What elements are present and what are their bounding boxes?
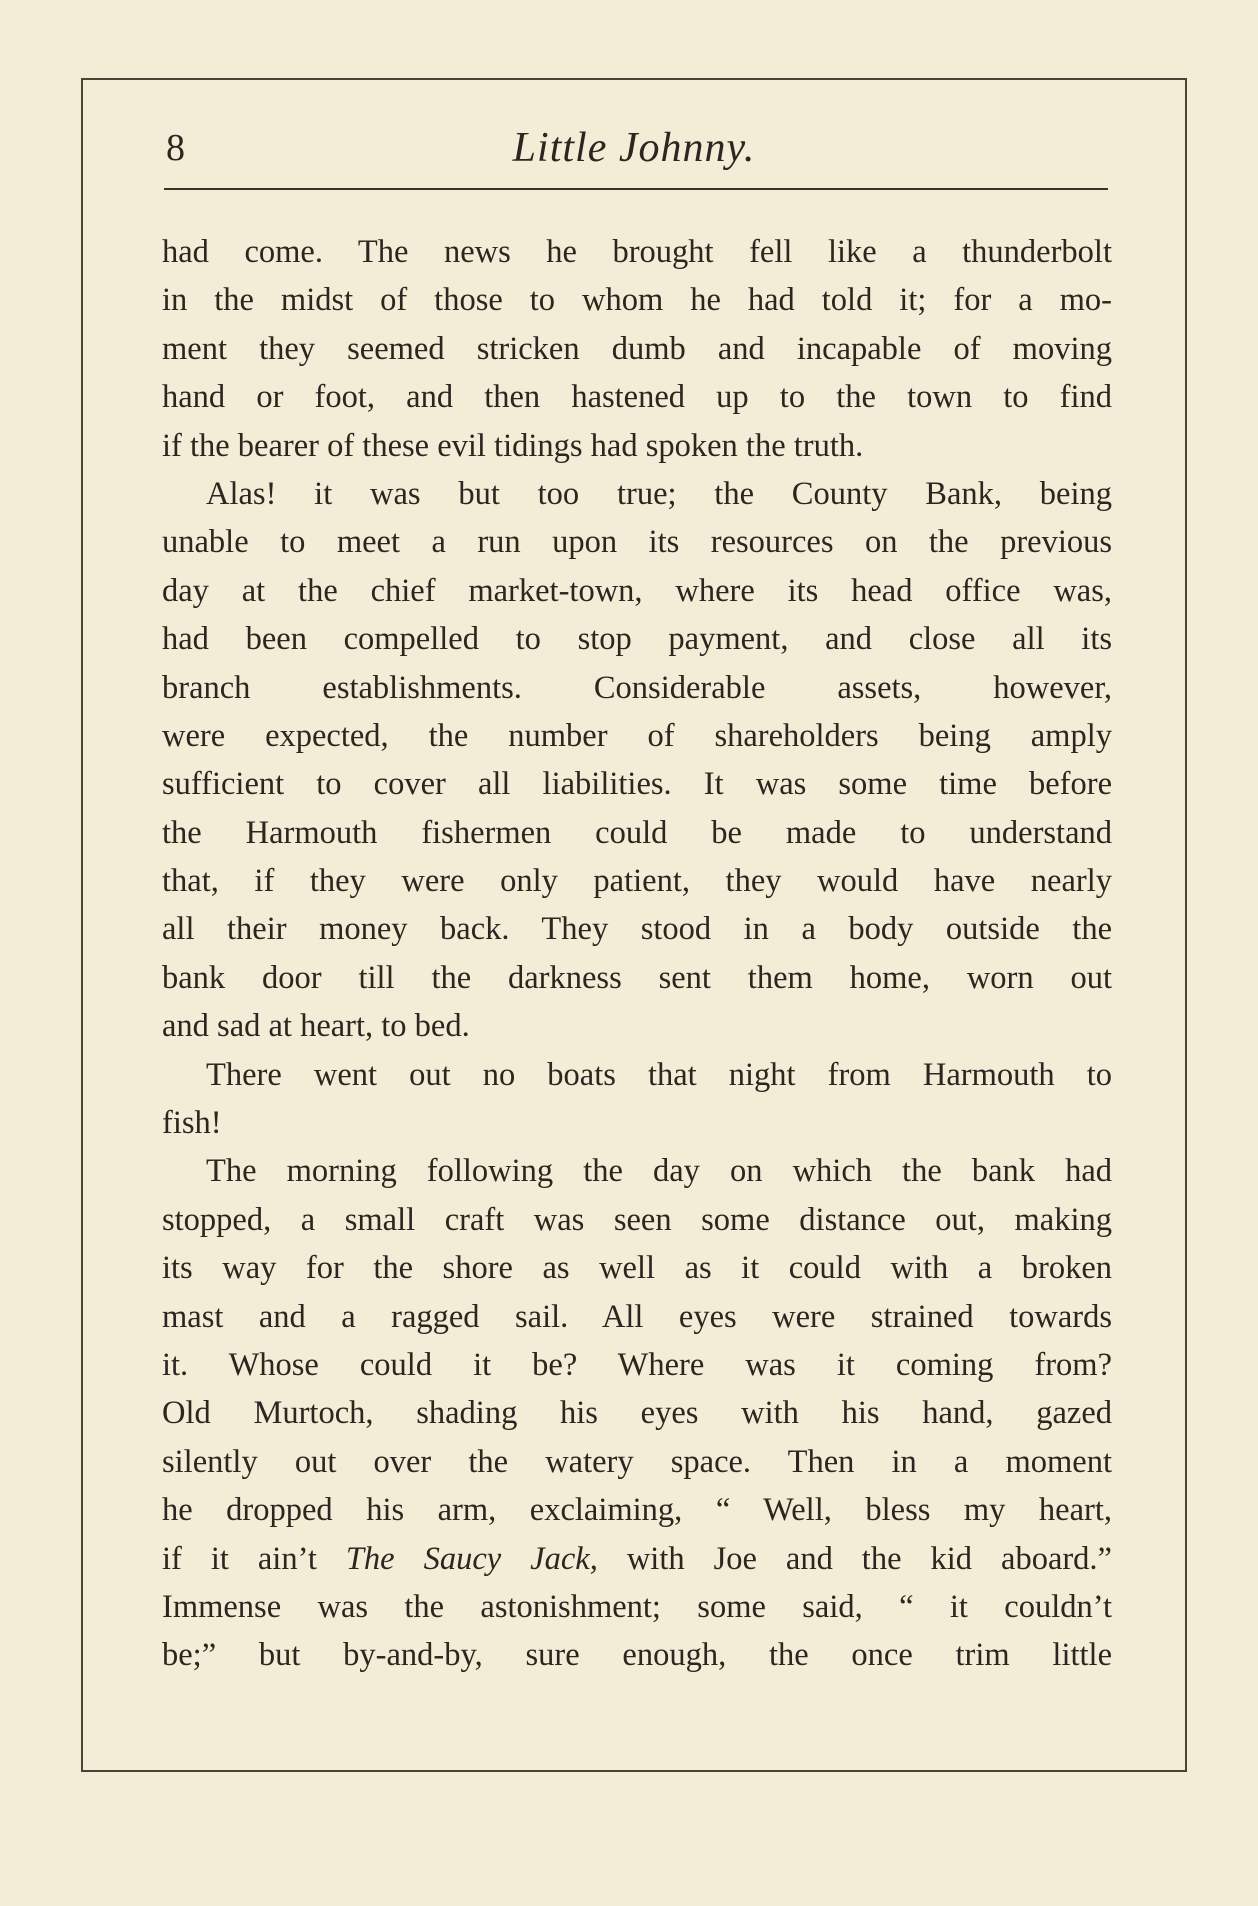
text-line: all their money back. They stood in a body outside the bbox=[162, 911, 1112, 948]
text-line: had been compelled to stop payment, and close all its bbox=[162, 621, 1112, 658]
text-line: if the bearer of these evil tidings had spoken the truth. bbox=[162, 427, 864, 464]
page-header bbox=[160, 122, 1108, 182]
running-title: Little Johnny. bbox=[512, 125, 756, 171]
text-line: Alas! it was but too true; the County Bank, being bbox=[206, 475, 1112, 512]
text-line: unable to meet a run upon its resources on the previous bbox=[162, 524, 1112, 561]
text-line: hand or foot, and then hastened up to the town to find bbox=[162, 379, 1112, 416]
page-number: 8 bbox=[166, 127, 186, 169]
text-line: and sad at heart, to bed. bbox=[162, 1008, 470, 1045]
text-line: fish! bbox=[162, 1105, 222, 1142]
text-line: that, if they were only patient, they would have nearly bbox=[162, 863, 1112, 900]
body-text bbox=[162, 228, 1112, 1680]
text-line: he dropped his arm, exclaiming, “ Well, bless my heart, bbox=[162, 1492, 1112, 1529]
text-line: be;” but by-and-by, sure enough, the once trim little bbox=[162, 1637, 1112, 1674]
text-line: There went out no boats that night from Harmouth to bbox=[206, 1056, 1112, 1093]
text-segment: with Joe and the kid aboard.” bbox=[597, 1540, 1112, 1577]
text-line: the Harmouth fishermen could be made to understand bbox=[162, 814, 1112, 851]
text-line bbox=[162, 1535, 1112, 1583]
italic-ship-name: The Saucy Jack, bbox=[345, 1540, 598, 1577]
text-line: were expected, the number of shareholders being amply bbox=[162, 717, 1112, 754]
text-line: mast and a ragged sail. All eyes were strained towards bbox=[162, 1298, 1112, 1335]
text-line: sufficient to cover all liabilities. It was some time before bbox=[162, 766, 1112, 803]
text-line: The morning following the day on which the bank had bbox=[206, 1153, 1112, 1190]
text-line: Immense was the astonishment; some said, “ it couldn’t bbox=[162, 1588, 1112, 1625]
text-line: it. Whose could it be? Where was it coming from? bbox=[162, 1346, 1112, 1383]
text-line: ment they seemed stricken dumb and incapable of moving bbox=[162, 330, 1112, 367]
text-line: branch establishments. Considerable assets, however, bbox=[162, 669, 1112, 706]
text-line: day at the chief market-town, where its head office was, bbox=[162, 572, 1112, 609]
text-segment: if it ain’t bbox=[162, 1540, 346, 1577]
text-line: silently out over the watery space. Then in a moment bbox=[162, 1443, 1112, 1480]
text-line: Old Murtoch, shading his eyes with his hand, gazed bbox=[162, 1395, 1112, 1432]
text-line: had come. The news he brought fell like a thunderbolt bbox=[162, 234, 1112, 270]
text-line: its way for the shore as well as it could with a broken bbox=[162, 1250, 1112, 1287]
text-line: stopped, a small craft was seen some distance out, making bbox=[162, 1201, 1112, 1238]
text-line: bank door till the darkness sent them home, worn out bbox=[162, 959, 1112, 996]
header-rule bbox=[164, 188, 1108, 190]
text-line: in the midst of those to whom he had told it; for a mo- bbox=[162, 282, 1112, 319]
